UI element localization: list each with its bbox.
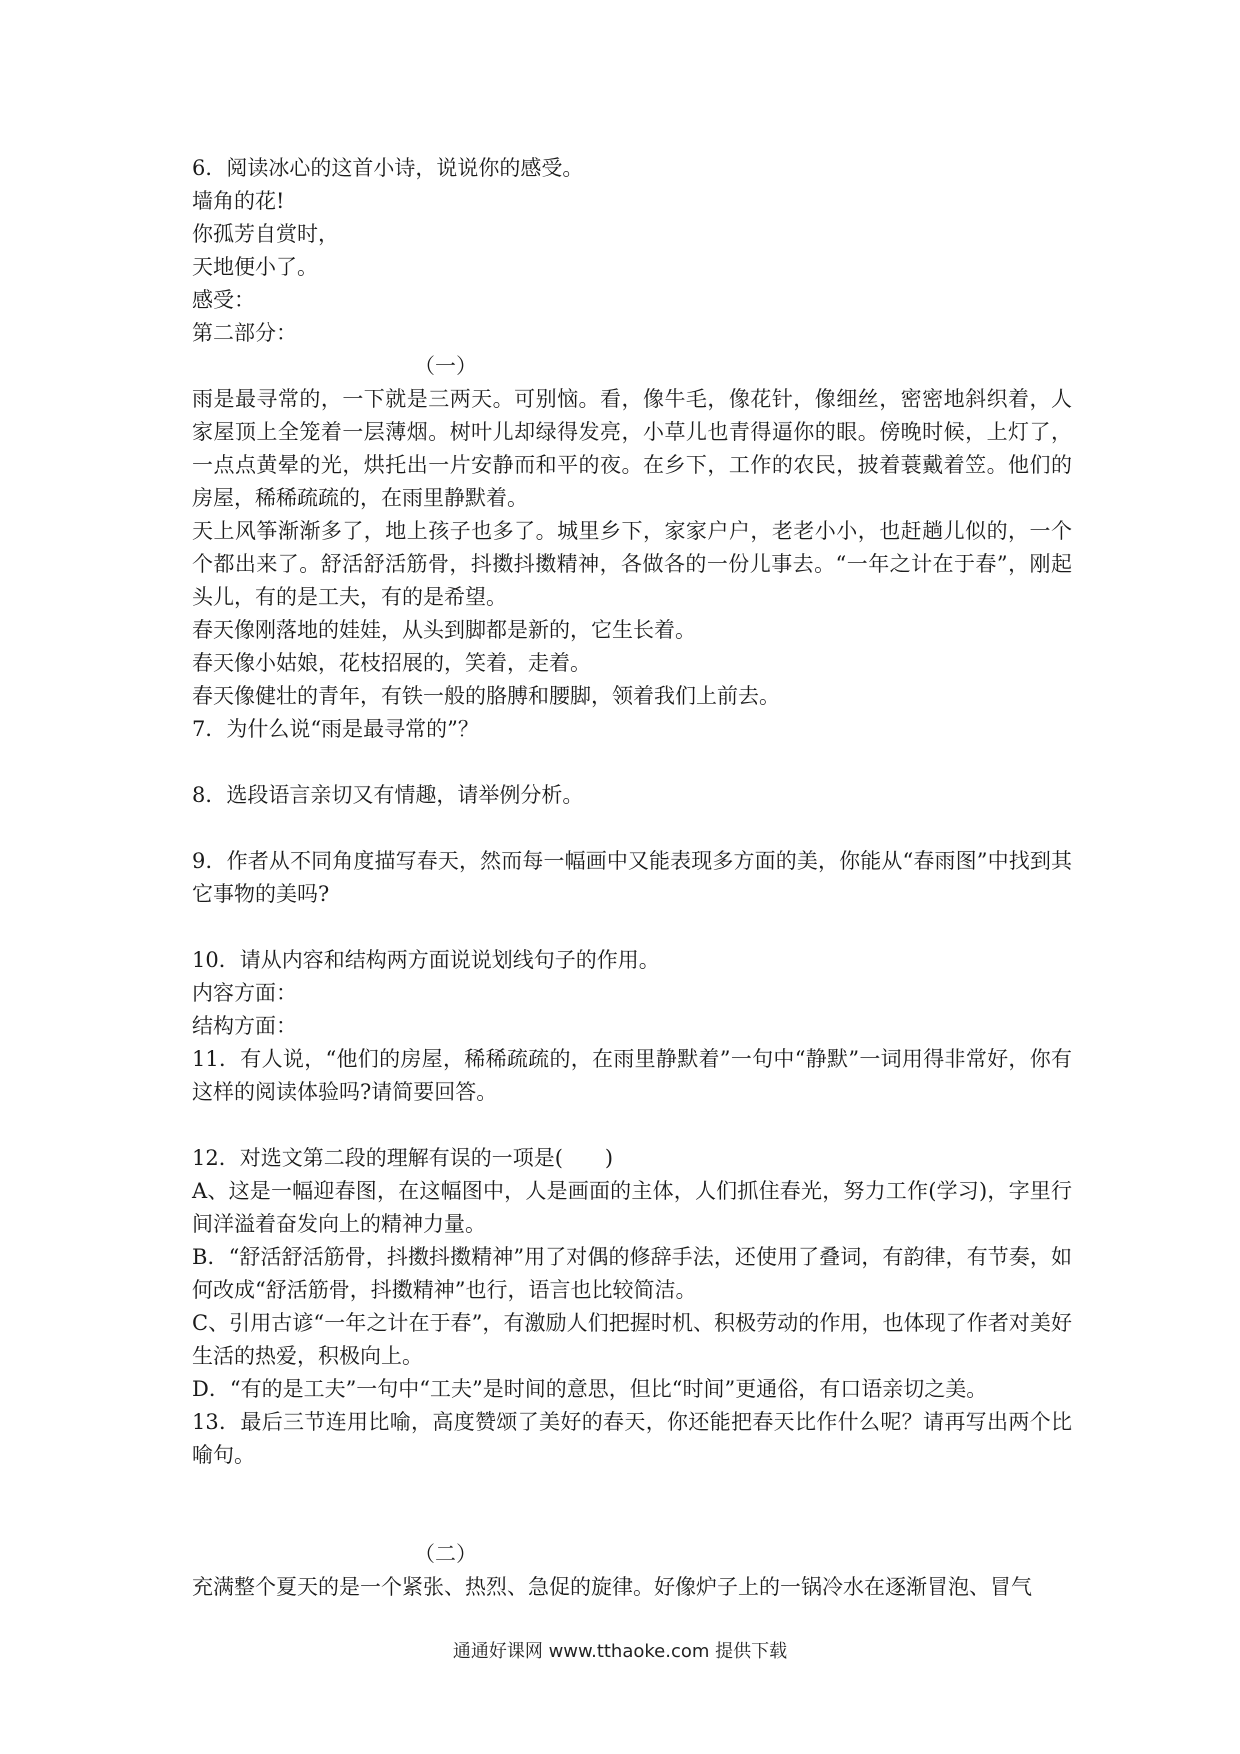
option-b: B．“舒活舒活筋骨，抖擞抖擞精神”用了对偶的修辞手法，还使用了叠词，有韵律，有节奏，如何改成“舒活筋骨，抖擞精神”也行，语言也比较简洁。 bbox=[192, 1245, 1072, 1302]
passage-paragraph: 春天像健壮的青年，有铁一般的胳膊和腰脚，领着我们上前去。 bbox=[192, 684, 780, 708]
question-7: 7．为什么说“雨是最寻常的”？ bbox=[192, 717, 479, 741]
passage-paragraph: 雨是最寻常的，一下就是三两天。可别恼。看，像牛毛，像花针，像细丝，密密地斜织着，人家屋顶上全笼着一层薄烟。树叶儿却绿得发亮，小草儿也青得逼你的眼。傍晚时候，上灯了，一点点黄晕的光，烘托出一片安静而和平的夜。在乡下，工作的农民，披着蓑戴着笠。他们的房屋，稀稀疏疏的，在雨里静默着。 bbox=[192, 387, 1072, 510]
passage-paragraph: 春天像小姑娘，花枝招展的，笑着，走着。 bbox=[192, 651, 591, 675]
page-footer: 通通好课网 www.tthaoke.com 提供下载 bbox=[452, 1641, 788, 1662]
poem-line: 你孤芳自赏时， bbox=[192, 222, 339, 246]
part-two-heading: 第二部分： bbox=[192, 321, 297, 345]
passage-paragraph: 充满整个夏天的是一个紧张、热烈、急促的旋律。好像炉子上的一锅冷水在逐渐冒泡、冒气 bbox=[192, 1575, 1032, 1599]
answer-label: 感受： bbox=[192, 288, 255, 312]
answer-space bbox=[192, 1472, 1072, 1505]
poem-line: 天地便小了。 bbox=[192, 255, 318, 279]
answer-space bbox=[192, 1109, 1072, 1142]
question-8: 8．选段语言亲切又有情趣，请举例分析。 bbox=[192, 783, 584, 807]
answer-space bbox=[192, 746, 1072, 779]
section-title: （二） bbox=[414, 1542, 477, 1566]
poem-line: 墙角的花! bbox=[192, 189, 285, 213]
question-10: 10．请从内容和结构两方面说说划线句子的作用。 bbox=[192, 948, 660, 972]
answer-space bbox=[192, 1505, 1072, 1538]
passage-paragraph: 春天像刚落地的娃娃，从头到脚都是新的，它生长着。 bbox=[192, 618, 696, 642]
answer-label: 内容方面： bbox=[192, 981, 297, 1005]
answer-label: 结构方面： bbox=[192, 1014, 297, 1038]
option-d: D．“有的是工夫”一句中“工夫”是时间的意思，但比“时间”更通俗，有口语亲切之美。 bbox=[192, 1377, 988, 1401]
answer-space bbox=[192, 812, 1072, 845]
question-13: 13．最后三节连用比喻，高度赞颂了美好的春天，你还能把春天比作什么呢？请再写出两个比喻句。 bbox=[192, 1410, 1072, 1467]
question-6: 6．阅读冰心的这首小诗，说说你的感受。 bbox=[192, 156, 584, 180]
question-9: 9．作者从不同角度描写春天，然而每一幅画中又能表现多方面的美，你能从“春雨图”中找到其它事物的美吗? bbox=[192, 849, 1072, 906]
document-body bbox=[192, 152, 1072, 1604]
question-11: 11．有人说，“他们的房屋，稀稀疏疏的，在雨里静默着”一句中“静默”一词用得非常好，你有这样的阅读体验吗?请简要回答。 bbox=[192, 1047, 1072, 1104]
question-12: 12．对选文第二段的理解有误的一项是( ) bbox=[192, 1146, 614, 1170]
answer-space bbox=[192, 911, 1072, 944]
option-c: C、引用古谚“一年之计在于春”，有激励人们把握时机、积极劳动的作用，也体现了作者对美好生活的热爱，积极向上。 bbox=[192, 1311, 1072, 1368]
passage-paragraph: 天上风筝渐渐多了，地上孩子也多了。城里乡下，家家户户，老老小小，也赶趟儿似的，一个个都出来了。舒活舒活筋骨，抖擞抖擞精神，各做各的一份儿事去。“一年之计在于春”，刚起头儿，有的是工夫，有的是希望。 bbox=[192, 519, 1072, 609]
section-title: （一） bbox=[414, 354, 477, 378]
option-a: A、这是一幅迎春图，在这幅图中，人是画面的主体，人们抓住春光，努力工作(学习)，字里行间洋溢着奋发向上的精神力量。 bbox=[192, 1179, 1072, 1236]
